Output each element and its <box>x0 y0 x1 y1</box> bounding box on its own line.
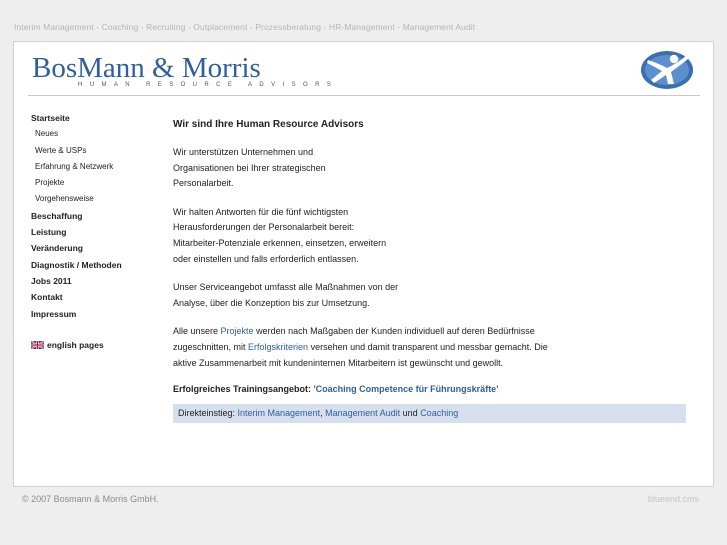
direct-entry-label: Direkteinstieg: <box>178 408 238 419</box>
nav-item-jobs[interactable]: Jobs 2011 <box>31 275 72 286</box>
header-tagline: Interim Management - Coaching - Recruiting - Outplacement - Prozessberatung - HR-Management - Management Audit <box>14 22 476 32</box>
training-offer <box>173 384 693 394</box>
nav-item-erfahrung[interactable]: Erfahrung & Netzwerk <box>35 161 114 171</box>
nav-item-veraenderung[interactable]: Veränderung <box>31 243 83 254</box>
management-audit-link[interactable]: Management Audit <box>325 408 401 419</box>
nav-item-leistung[interactable]: Leistung <box>31 227 67 238</box>
uk-flag-icon <box>31 341 44 349</box>
logo-subtitle: HUMAN RESOURCE ADVISORS <box>78 82 339 88</box>
challenges-paragraph: Wir halten Antworten für die fünf wichtigsten Herausforderungen der Personalarbeit bereit: Mitarbeiter-Potenziale erkennen, einsetzen, erweitern oder einstellen und falls erforderlich entlassen. <box>173 206 387 264</box>
projects-text-c: versehen und damit transparent und messbar gemacht. Die aktive Zusammenarbeit mit kundeninternen Mitarbeitern ist gewünscht und gewollt. <box>173 341 548 368</box>
erfolgskriterien-link[interactable]: Erfolgskriterien <box>248 341 309 352</box>
sidebar-nav <box>31 110 122 353</box>
projekte-link[interactable]: Projekte <box>220 326 254 337</box>
nav-item-startseite[interactable]: Startseite <box>31 113 70 123</box>
interim-management-link[interactable]: Interim Management <box>237 408 321 419</box>
coaching-link[interactable]: Coaching <box>420 408 459 419</box>
english-pages-label: english pages <box>47 339 104 350</box>
page-card <box>13 41 714 487</box>
training-label: Erfolgreiches Trainingsangebot: <box>173 384 314 395</box>
nav-item-beschaffung[interactable]: Beschaffung <box>31 210 83 221</box>
copyright: © 2007 Bosmann & Morris GmbH. <box>22 494 159 504</box>
projects-paragraph <box>173 324 553 371</box>
nav-item-kontakt[interactable]: Kontakt <box>31 292 63 303</box>
nav-item-projekte[interactable]: Projekte <box>35 178 65 188</box>
person-emblem-icon <box>640 50 694 90</box>
header-divider <box>28 95 700 96</box>
projects-text-a: Alle unsere <box>173 326 221 337</box>
nav-item-vorgehensweise[interactable]: Vorgehensweise <box>35 194 94 204</box>
logo[interactable] <box>32 52 338 88</box>
nav-item-diagnostik[interactable]: Diagnostik / Methoden <box>31 259 122 270</box>
nav-item-impressum[interactable]: Impressum <box>31 308 77 319</box>
direct-separator: , <box>320 408 326 419</box>
cms-link[interactable]: blueend.cms <box>648 494 700 504</box>
direct-entry-bar <box>173 404 686 423</box>
nav-item-werte[interactable]: Werte & USPs <box>35 145 87 155</box>
coaching-competence-link[interactable]: 'Coaching Competence für Führungskräfte' <box>313 384 499 395</box>
page-title: Wir sind Ihre Human Resource Advisors <box>173 119 364 130</box>
service-paragraph: Unser Serviceangebot umfasst alle Maßnahmen von der Analyse, über die Konzeption bis zur Umsetzung. <box>173 282 399 308</box>
direct-and: und <box>400 408 421 419</box>
main-content <box>173 119 693 423</box>
intro-paragraph: Wir unterstützen Unternehmen und Organisationen bei Ihrer strategischen Personalarbeit. <box>173 147 326 189</box>
nav-item-english[interactable] <box>31 337 122 353</box>
logo-wordmark: BosMann & Morris <box>32 52 261 84</box>
projects-text-b: werden nach Maßgaben der Kunden individuell auf deren Bedürfnisse zugeschnitten, mit <box>173 326 535 352</box>
nav-item-neues[interactable]: Neues <box>35 129 59 139</box>
